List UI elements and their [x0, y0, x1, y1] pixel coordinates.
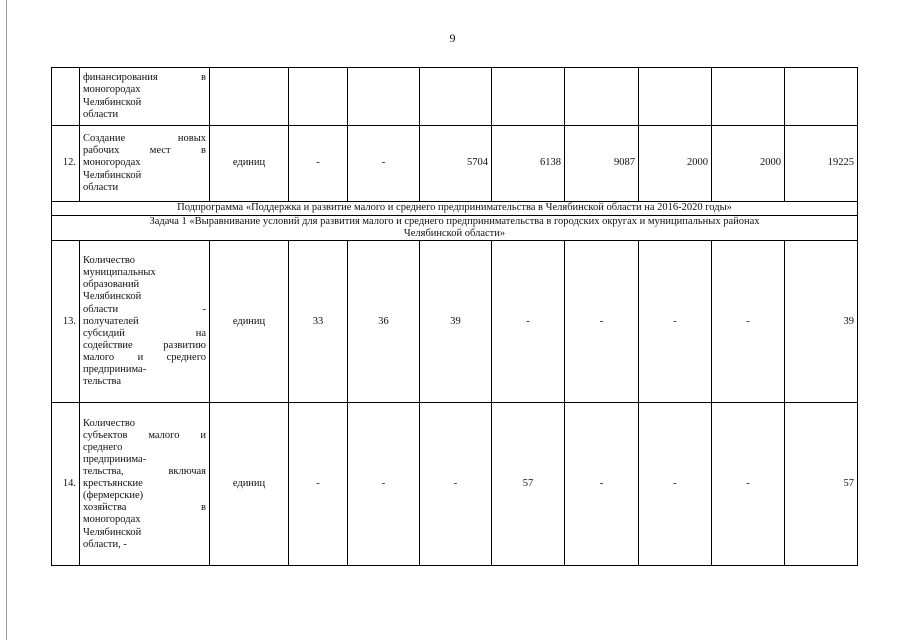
value-cell: -	[639, 241, 712, 403]
value-cell: 36	[348, 241, 420, 403]
name-line: финансирования в	[83, 72, 206, 84]
row-number-cell: 12.	[52, 126, 80, 202]
row-number-cell: 14.	[52, 403, 80, 566]
value-cell: -	[289, 403, 348, 566]
subprogram-row	[52, 202, 858, 216]
page-number: 9	[449, 31, 456, 45]
value-cell: 5704	[420, 126, 492, 202]
task-title-line: Задача 1 «Выравнивание условий для развития малого и среднего предпринимательства в городских округах и муниципальных районах	[149, 216, 760, 227]
indicator-name-cell	[80, 241, 210, 403]
name-line: среднего	[83, 441, 123, 453]
name-line: области	[83, 181, 119, 193]
row-number-cell	[52, 68, 80, 126]
name-line: крестьянские	[83, 478, 143, 490]
name-line: муниципальных	[83, 267, 156, 279]
value-cell: -	[712, 241, 785, 403]
value-cell	[289, 68, 348, 126]
indicator-name-cell	[80, 68, 210, 126]
subprogram-title: Подпрограмма «Поддержка и развитие малого и среднего предпринимательства в Челябинской области на 2016-2020 годы»	[52, 202, 858, 216]
name-line: (фермерские)	[83, 490, 144, 502]
indicators-table	[51, 67, 858, 566]
value-cell: -	[565, 403, 639, 566]
indicator-name-cell	[80, 403, 210, 566]
value-cell: -	[348, 126, 420, 202]
row-number-cell: 13.	[52, 241, 80, 403]
task-row	[52, 216, 858, 241]
value-cell: 33	[289, 241, 348, 403]
value-cell: 2000	[712, 126, 785, 202]
value-cell: -	[712, 403, 785, 566]
table-row-13	[52, 241, 858, 403]
value-cell: -	[348, 403, 420, 566]
name-line: Челябинской	[83, 526, 142, 538]
name-line: Челябинской	[83, 291, 142, 303]
name-line: Количество	[83, 417, 136, 429]
value-cell: 39	[420, 241, 492, 403]
value-cell	[348, 68, 420, 126]
value-cell: 2000	[639, 126, 712, 202]
unit-cell: единиц	[210, 126, 289, 202]
task-title-line: Челябинской области»	[403, 228, 506, 240]
value-cell	[420, 68, 492, 126]
name-line: содействие развитию	[83, 339, 206, 351]
value-cell: 39	[785, 241, 858, 403]
value-cell	[639, 68, 712, 126]
value-cell: 9087	[565, 126, 639, 202]
name-line: Создание новых	[83, 133, 206, 145]
value-cell	[785, 68, 858, 126]
value-cell: 19225	[785, 126, 858, 202]
name-line: области	[83, 108, 119, 120]
name-line: получателей	[83, 315, 139, 327]
value-cell: -	[565, 241, 639, 403]
name-line: малого и среднего	[83, 351, 206, 363]
name-line: хозяйства в	[83, 502, 206, 514]
page-edge-line	[6, 0, 7, 640]
unit-cell	[210, 68, 289, 126]
name-line: образований	[83, 279, 140, 291]
name-line: области, -	[83, 538, 127, 550]
value-cell	[712, 68, 785, 126]
name-line: рабочих мест в	[83, 145, 206, 157]
value-cell: 57	[785, 403, 858, 566]
table-row-12	[52, 126, 858, 202]
value-cell: -	[420, 403, 492, 566]
name-line: области -	[83, 303, 206, 315]
indicator-name-cell	[80, 126, 210, 202]
value-cell: -	[289, 126, 348, 202]
name-line: Челябинской	[83, 96, 142, 108]
name-line: субъектов малого и	[83, 429, 206, 441]
unit-cell: единиц	[210, 241, 289, 403]
task-title	[52, 216, 858, 241]
name-line: тельства, включая	[83, 466, 206, 478]
value-cell: -	[639, 403, 712, 566]
name-line: предпринима-	[83, 453, 147, 465]
name-line: Челябинской	[83, 169, 142, 181]
value-cell	[492, 68, 565, 126]
value-cell: 57	[492, 403, 565, 566]
value-cell: -	[492, 241, 565, 403]
value-cell	[565, 68, 639, 126]
name-line: моногородах	[83, 514, 141, 526]
unit-cell: единиц	[210, 403, 289, 566]
value-cell: 6138	[492, 126, 565, 202]
name-line: моногородах	[83, 84, 141, 96]
name-line: предпринима-	[83, 364, 147, 376]
name-line: субсидий на	[83, 327, 206, 339]
table-row-continued	[52, 68, 858, 126]
name-line: тельства	[83, 376, 122, 388]
name-line: Количество	[83, 255, 136, 267]
name-line: моногородах	[83, 157, 141, 169]
table-row-14	[52, 403, 858, 566]
